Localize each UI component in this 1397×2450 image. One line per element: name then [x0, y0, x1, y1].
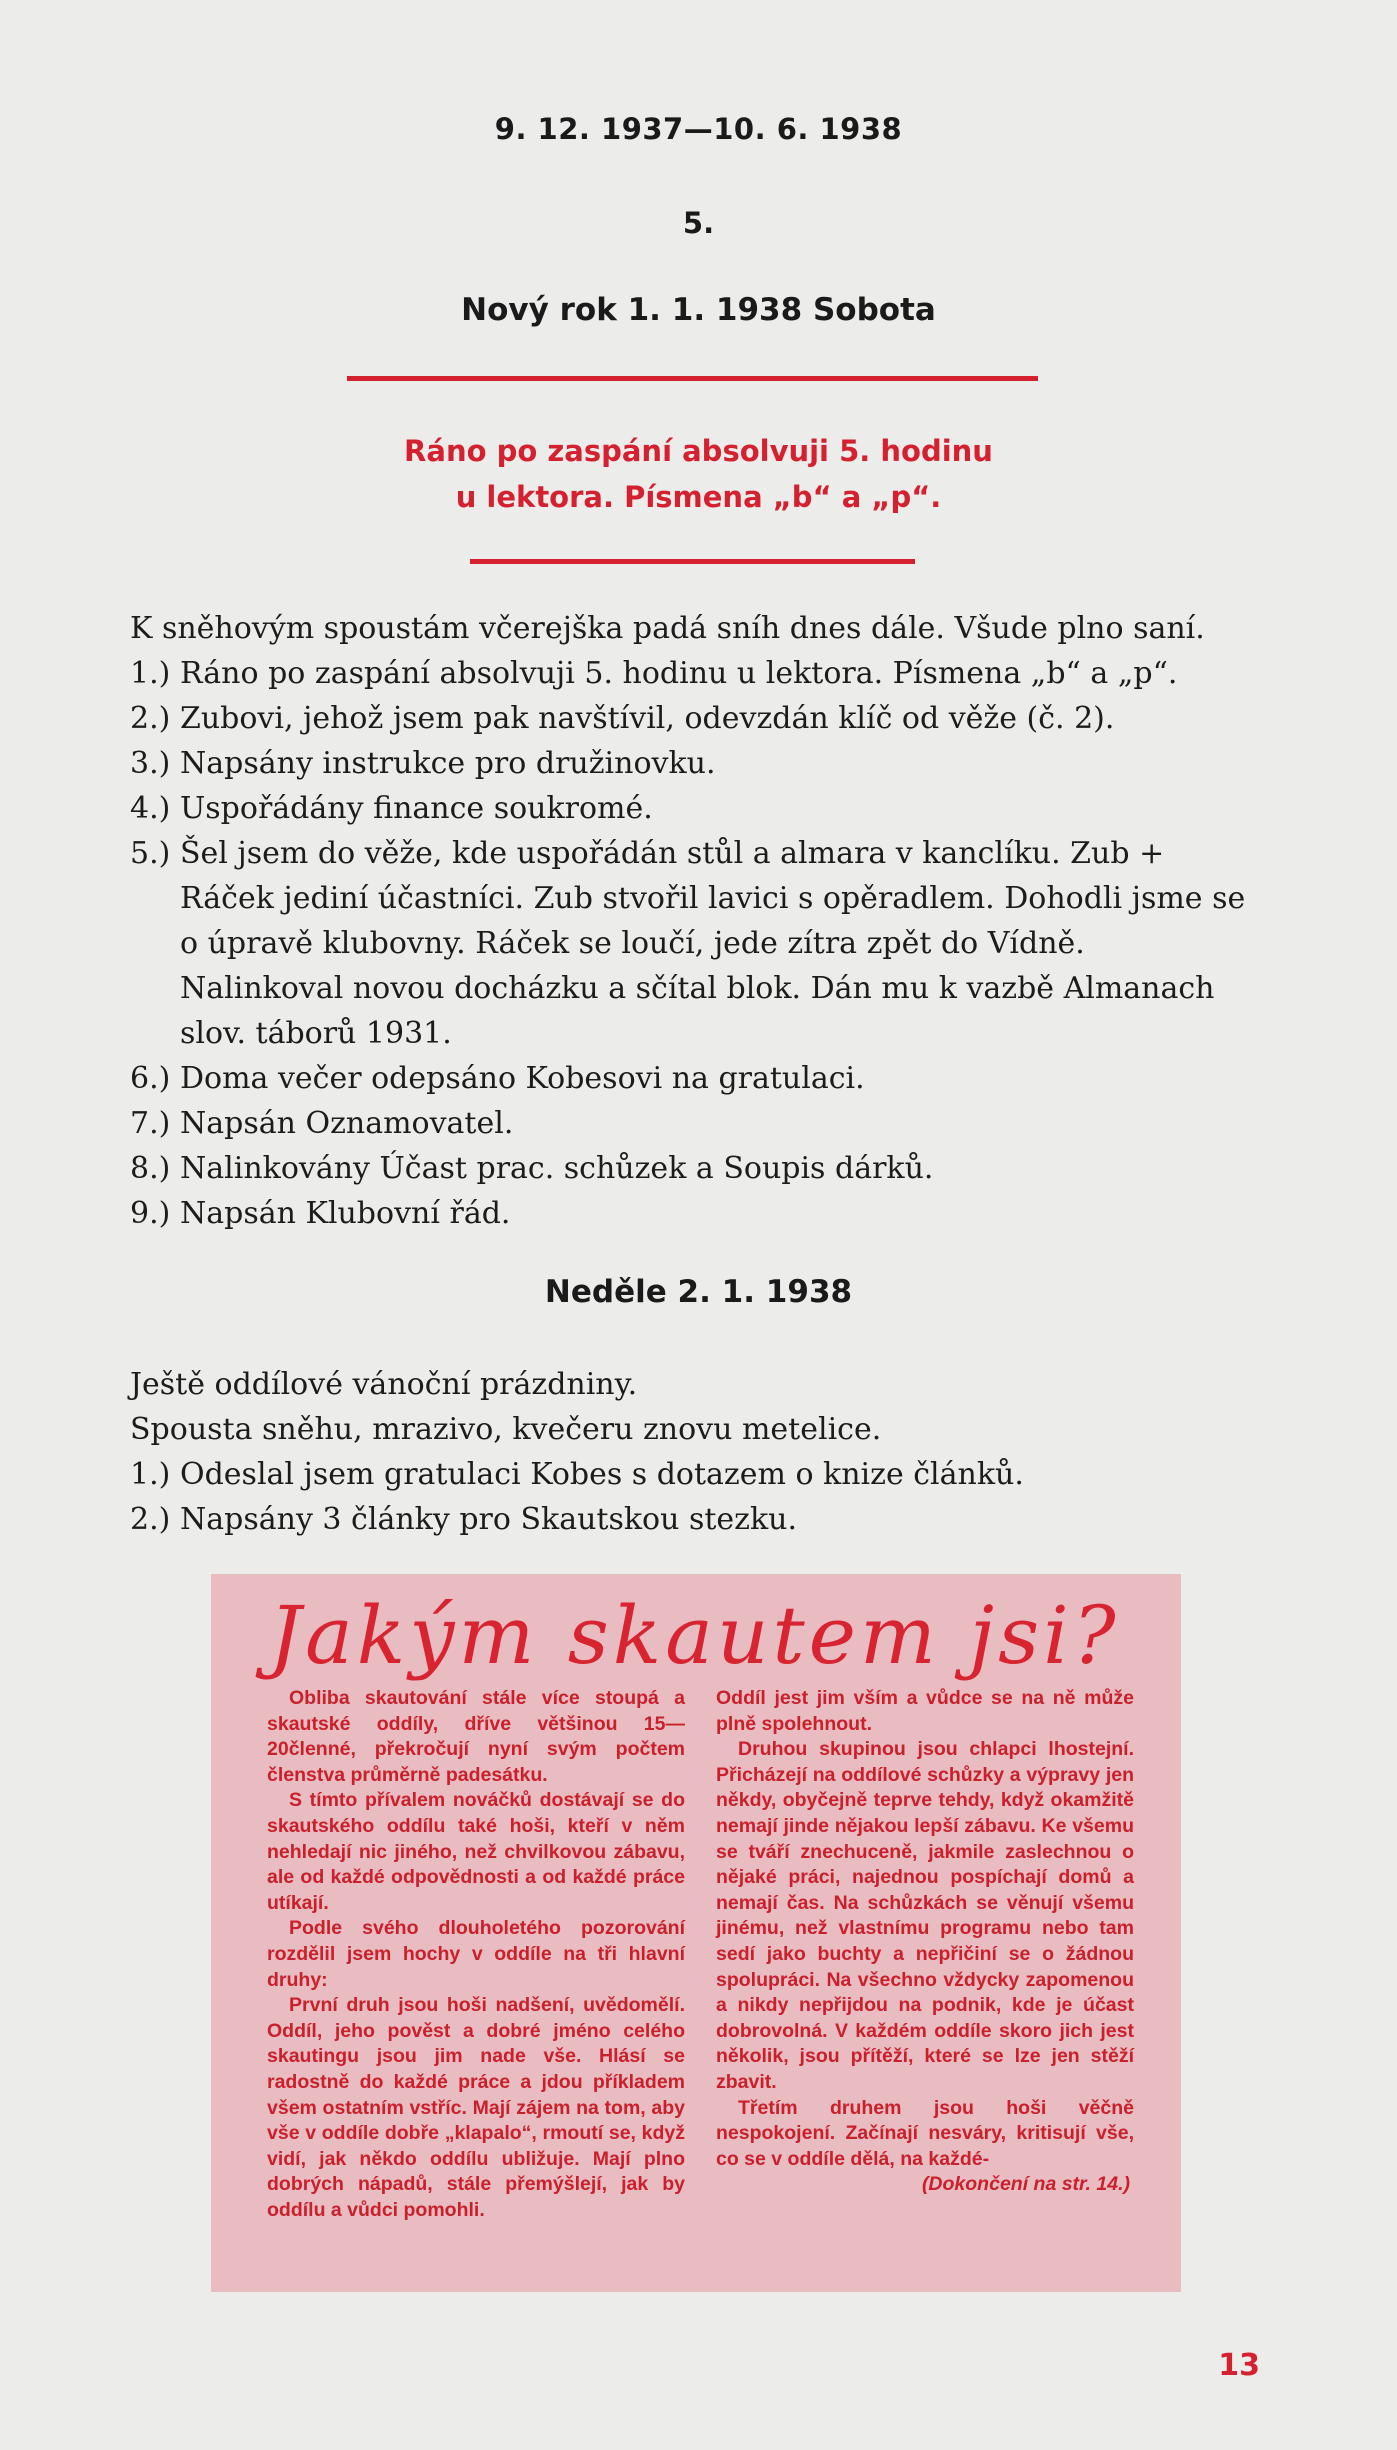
item-number: 4.) — [130, 791, 171, 826]
list-item — [130, 696, 1250, 741]
list-item — [130, 1191, 1250, 1236]
item-text: Uspořádány finance soukromé. — [180, 791, 653, 826]
list-item — [130, 1056, 1250, 1101]
day-heading-sunday: Neděle 2. 1. 1938 — [544, 1274, 853, 1310]
entry-list — [130, 1452, 1250, 1542]
item-number: 9.) — [130, 1196, 171, 1231]
item-number: 1.) — [130, 1457, 171, 1492]
entry-line: Ještě oddílové vánoční prázdniny. — [130, 1367, 638, 1402]
clipping-column-left — [267, 1686, 685, 2223]
item-text: Napsány 3 články pro Skautskou stezku. — [180, 1502, 797, 1537]
entry-intro: K sněhovým spoustám včerejška padá sníh dnes dále. Všude plno saní. — [130, 611, 1205, 646]
list-item — [130, 786, 1250, 831]
lesson-highlight — [0, 428, 1397, 520]
clipping-paragraph: Oddíl jest jim vším a vůdce se na ně může plně spolehnout. — [716, 1687, 1134, 1735]
clipping-paragraph: Obliba skautování stále více stoupá a skautské oddíly, dříve většinou 15—20členné, překročují nyní svým počtem členstva průměrně padesátku. — [267, 1687, 685, 1786]
item-text: Odeslal jsem gratulaci Kobes s dotazem o knize článků. — [180, 1457, 1024, 1492]
clipping-paragraph: S tímto přívalem nováčků dostávají se do skautského oddílu také hoši, kteří v něm nehledají nic jiného, než chvilkovou zábavu, ale od každé odpovědnosti a od každé práce utíkají. — [267, 1789, 685, 1914]
item-text: Šel jsem do věže, kde uspořádán stůl a almara v kanclíku. Zub + Ráček jediní účastníci. Zub stvořil lavici s opěradlem. Dohodli jsme se o úpravě klubovny. Ráček se loučí, jede zítra zpět do Vídně. Nalinkoval novou docházku a sčítal blok. Dán mu k vazbě Almanach slov. táborů 1931. — [180, 836, 1246, 1051]
lesson-highlight-line-1: Ráno po zaspání absolvuji 5. hodinu — [404, 434, 993, 468]
clipping-paragraph: Druhou skupinou jsou chlapci lhostejní. Přicházejí na oddílové schůzky a výpravy jen někdy, obyčejně teprve tehdy, když okamžitě nemají jinde nějakou lepší zábavu. Ke všemu se tváří znechuceně, jakmile zaslechnou o nějaké práci, najednou pospíchají domů a nemají čas. Na schůzkách se věnují všemu jinému, než vlastnímu programu nebo tam sedí jako buchty a nepřičiní se o žádnou spolupráci. Na všechno vždycky zapomenou a nikdy nepřijdou na podnik, kde je účast dobrovolná. V každém oddíle skoro jich jest několik, jsou přítěží, které se lze jen stěží zbavit. — [716, 1738, 1134, 2093]
list-item — [130, 741, 1250, 786]
item-text: Ráno po zaspání absolvuji 5. hodinu u lektora. Písmena „b“ a „p“. — [180, 656, 1178, 691]
item-number: 1.) — [130, 656, 171, 691]
continued-note: (Dokončení na str. 14.) — [921, 2173, 1130, 2196]
date-range-heading: 9. 12. 1937—10. 6. 1938 — [494, 112, 903, 146]
item-text: Napsán Oznamovatel. — [180, 1106, 514, 1141]
list-item — [130, 1497, 1250, 1542]
list-item — [130, 1101, 1250, 1146]
clipping-title: Jakým skautem jsi? — [269, 1589, 1120, 1682]
red-rule-bottom — [470, 559, 915, 564]
newspaper-clipping — [211, 1574, 1181, 2292]
item-number: 5.) — [130, 836, 171, 871]
item-text: Napsány instrukce pro družinovku. — [180, 746, 716, 781]
entry-line: Spousta sněhu, mrazivo, kvečeru znovu metelice. — [130, 1412, 882, 1447]
item-text: Zubovi, jehož jsem pak navštívil, odevzdán klíč od věže (č. 2). — [180, 701, 1115, 736]
clipping-paragraph: Podle svého dlouholetého pozorování rozdělil jsem hochy v oddíle na tři hlavní druhy: — [267, 1917, 685, 1991]
item-text: Doma večer odepsáno Kobesovi na gratulaci. — [180, 1061, 865, 1096]
clipping-paragraph: Třetím druhem jsou hoši věčně nespokojení. Začínají nesváry, kritisují vše, co se v oddíle dělá, na každé- — [716, 2096, 1134, 2170]
item-number: 2.) — [130, 1502, 171, 1537]
diary-entry-jan-2 — [130, 1362, 1250, 1542]
list-item — [130, 1146, 1250, 1191]
clipping-paragraph: První druh jsou hoši nadšení, uvědomělí. Oddíl, jeho pověst a dobré jméno celého skautingu jsou jim nade vše. Hlásí se radostně do každé práce a jdou příkladem všem ostatním vstříc. Mají zájem na tom, aby vše v oddíle dobře „klapalo“, rmoutí se, když vidí, jak někdo oddílu ubližuje. Mají plno dobrých nápadů, stále přemýšlejí, jak by oddílu a vůdci pomohli. — [267, 1994, 685, 2221]
item-text: Napsán Klubovní řád. — [180, 1196, 511, 1231]
list-item — [130, 651, 1250, 696]
list-item — [130, 831, 1250, 1056]
lesson-highlight-line-2: u lektora. Písmena „b“ a „p“. — [455, 480, 942, 514]
item-number: 2.) — [130, 701, 171, 736]
diary-entry-jan-1 — [130, 606, 1250, 1236]
clipping-column-right — [716, 1686, 1134, 2198]
item-text: Nalinkovány Účast prac. schůzek a Soupis dárků. — [180, 1151, 934, 1186]
item-number: 7.) — [130, 1106, 171, 1141]
volume-number: 5. — [682, 206, 715, 240]
item-number: 8.) — [130, 1151, 171, 1186]
page-number: 13 — [1218, 2348, 1260, 2383]
day-heading-new-year: Nový rok 1. 1. 1938 Sobota — [461, 292, 936, 328]
item-number: 3.) — [130, 746, 171, 781]
entry-list — [130, 651, 1250, 1236]
list-item — [130, 1452, 1250, 1497]
red-rule-top — [347, 376, 1038, 381]
item-number: 6.) — [130, 1061, 171, 1096]
